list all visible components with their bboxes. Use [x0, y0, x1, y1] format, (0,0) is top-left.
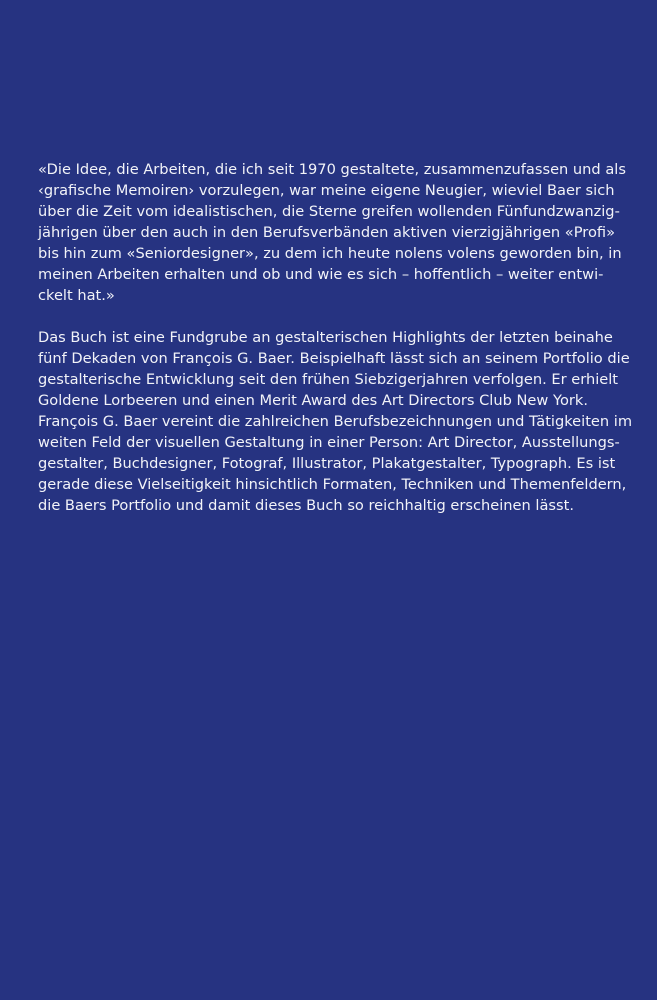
description-line: gerade diese Vielseitigkeit hinsichtlich Formaten, Techniken und Themenfeldern,: [38, 476, 627, 493]
back-cover-text: [38, 159, 633, 516]
quote-line: ‹grafische Memoiren› vorzulegen, war meine eigene Neugier, wieviel Baer sich: [38, 182, 615, 199]
description-line: weiten Feld der visuellen Gestaltung in einer Person: Art Director, Ausstellungs-: [38, 434, 620, 451]
quote-paragraph: [38, 159, 626, 306]
description-line: Goldene Lorbeeren und einen Merit Award des Art Directors Club New York.: [38, 392, 588, 409]
description-paragraph: [38, 327, 633, 516]
quote-line: «Die Idee, die Arbeiten, die ich seit 1970 gestaltete, zusammenzufassen und als: [38, 161, 626, 178]
description-line: François G. Baer vereint die zahlreichen Berufsbezeichnungen und Tätigkeiten im: [38, 413, 633, 430]
description-line: gestalterische Entwicklung seit den frühen Siebzigerjahren verfolgen. Er erhielt: [38, 371, 619, 388]
description-line: gestalter, Buchdesigner, Fotograf, Illustrator, Plakatgestalter, Typograph. Es ist: [38, 455, 616, 472]
quote-line: jährigen über den auch in den Berufsverbänden aktiven vierzigjährigen «Profi»: [38, 224, 616, 241]
description-line: die Baers Portfolio und damit dieses Buch so reichhaltig erscheinen lässt.: [38, 497, 574, 514]
quote-line: bis hin zum «Seniordesigner», zu dem ich heute nolens volens geworden bin, in: [38, 245, 622, 262]
description-line: Das Buch ist eine Fundgrube an gestalterischen Highlights der letzten beinahe: [38, 329, 613, 346]
quote-line: ckelt hat.»: [38, 287, 115, 304]
description-line: fünf Dekaden von François G. Baer. Beispielhaft lässt sich an seinem Portfolio die: [38, 350, 630, 367]
quote-line: über die Zeit vom idealistischen, die Sterne greifen wollenden Fünfundzwanzig-: [38, 203, 620, 220]
quote-line: meinen Arbeiten erhalten und ob und wie es sich – hoffentlich – weiter entwi-: [38, 266, 604, 283]
